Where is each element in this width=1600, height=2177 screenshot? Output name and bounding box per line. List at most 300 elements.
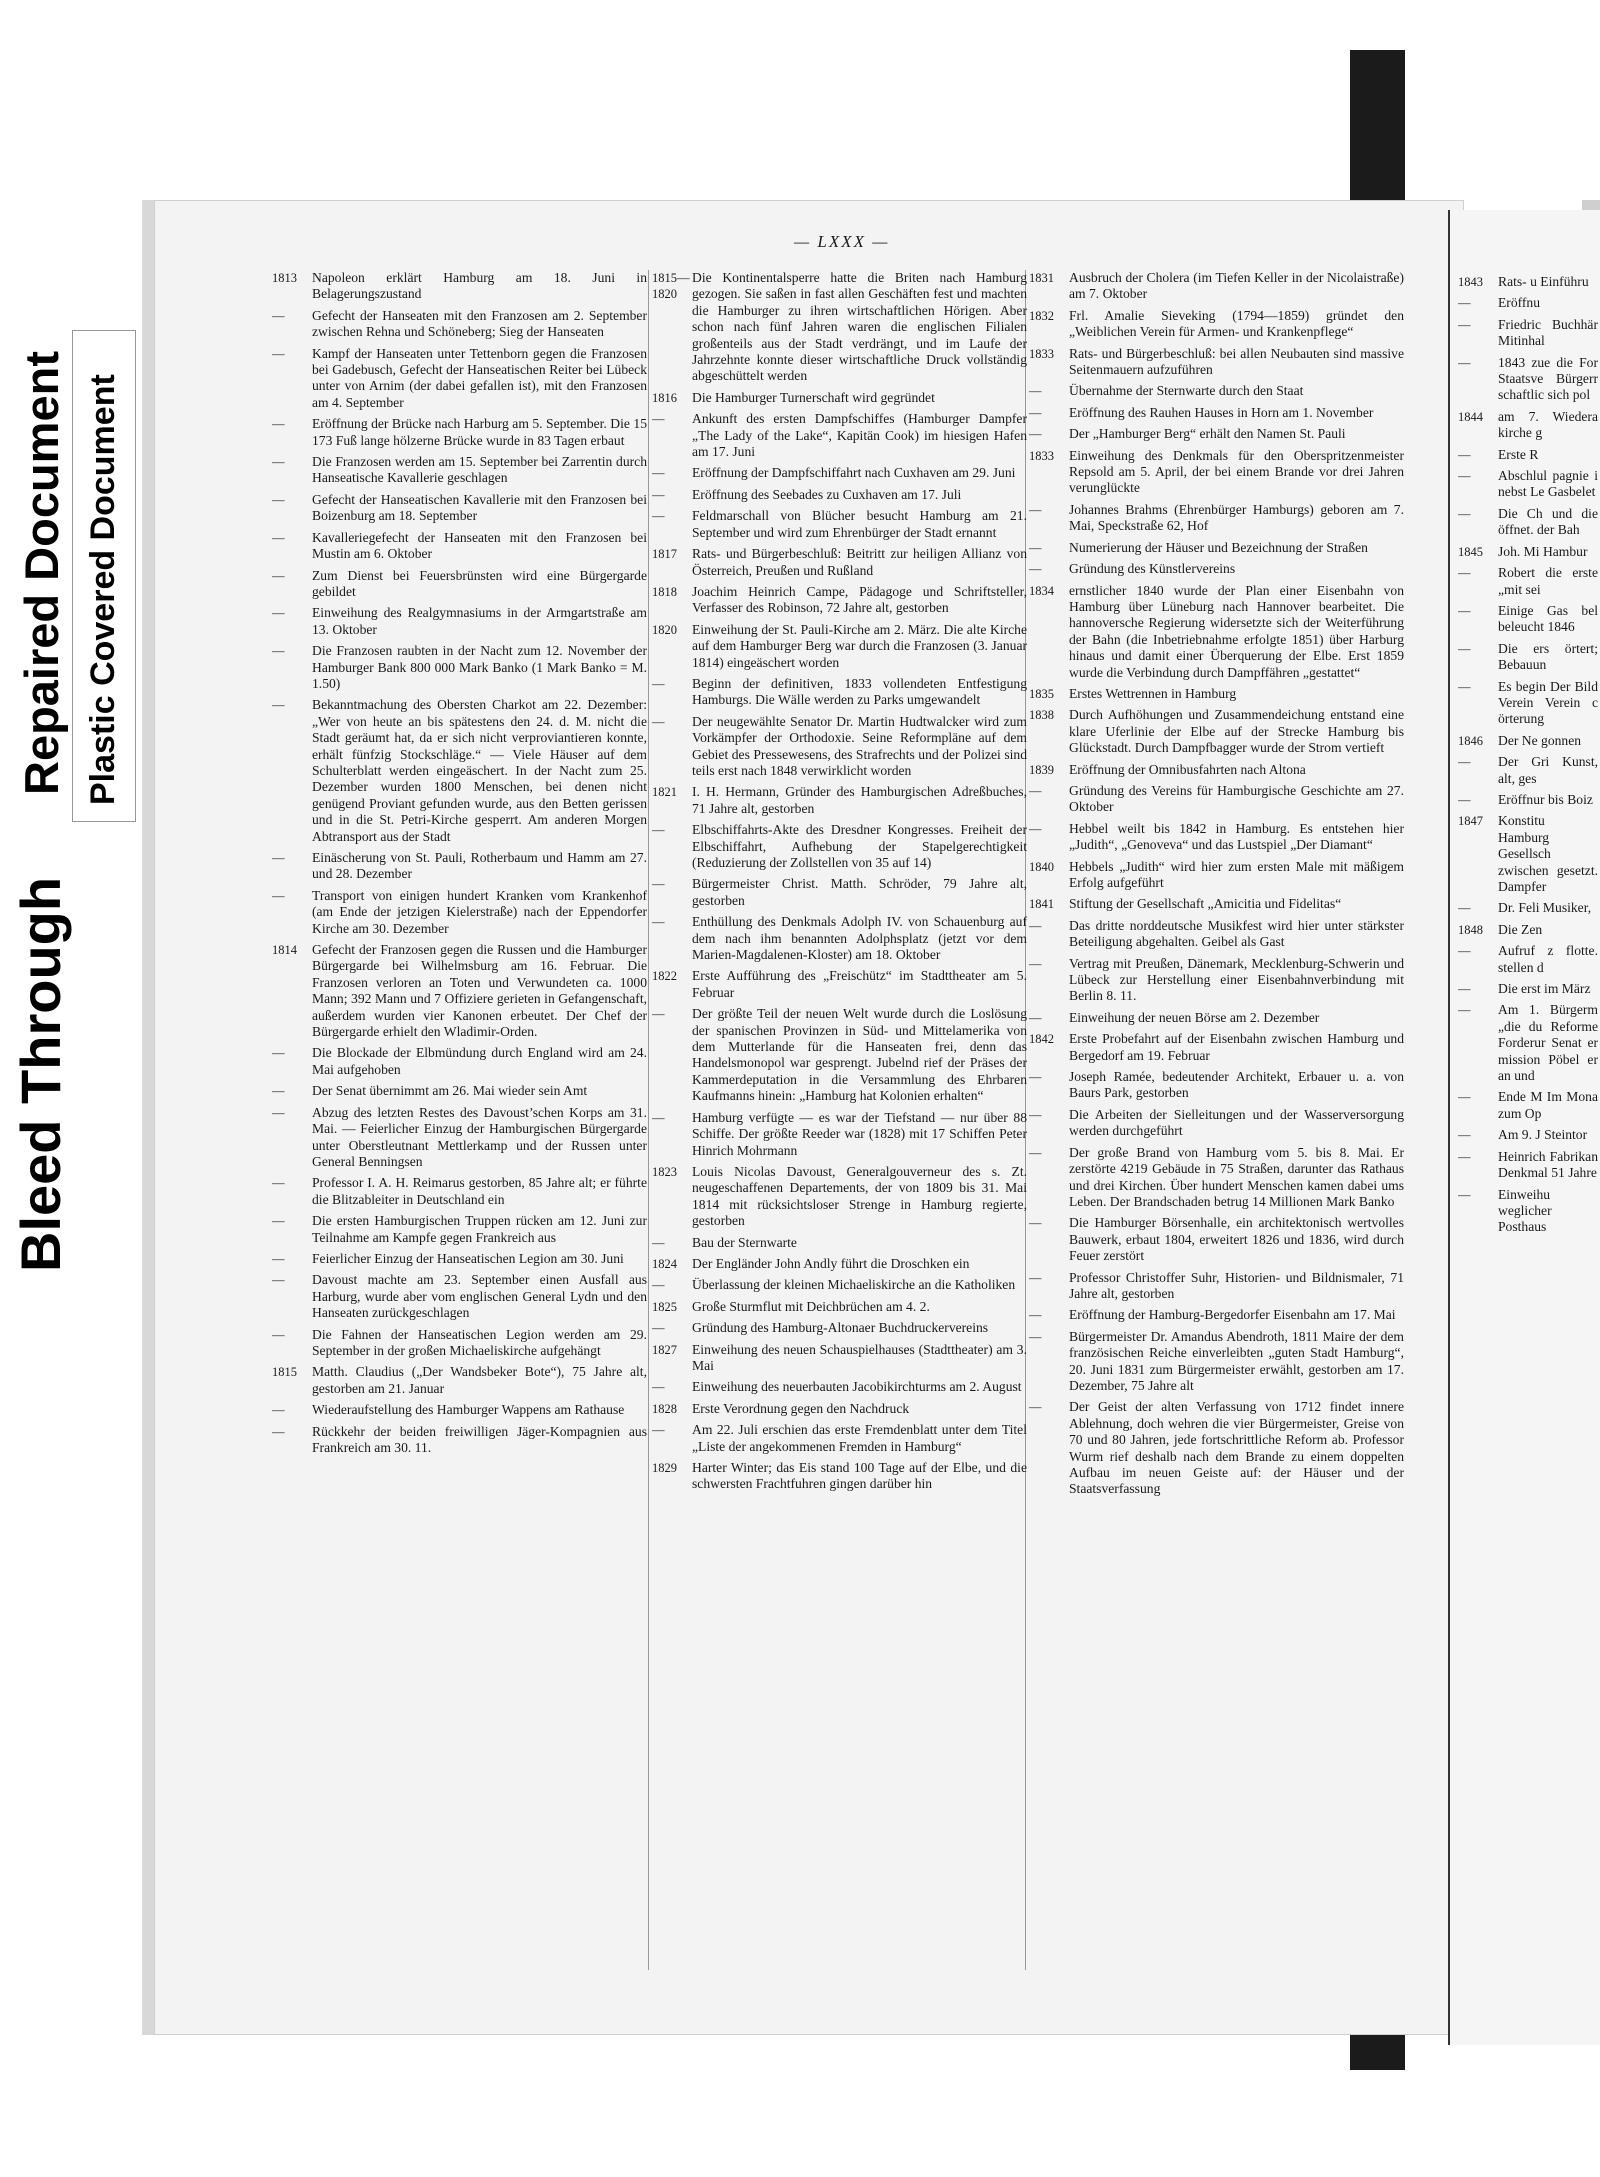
chronicle-entry xyxy=(652,676,1027,709)
entry-text: Gefecht der Franzosen gegen die Russen und die Hamburger Bürgergarde bei Wilhelmsburg am 16. Februar. Die Franzosen verloren an Toten und Verwundeten ca. 1000 Mann; 392 Mann und 7 Offiziere gerieten in Gefangenschaft, außerdem wurden vier Kanonen erbeutet. Der Chef der Bürgergarde erhielt den Wladimir-Orden. xyxy=(312,942,647,1040)
entry-year: — xyxy=(1458,506,1471,521)
chronicle-entry xyxy=(1029,707,1404,756)
entry-year: 1824 xyxy=(652,1256,677,1271)
entry-text: Der Ne gonnen xyxy=(1498,732,1582,748)
entry-year: — xyxy=(652,1007,665,1022)
entry-text: Bürgermeister Dr. Amandus Abendroth, 1811 Maire der dem französischen Reiche einverleibten „guten Stadt Hamburg“, 20. Juni 1831 zum Bürgermeister erwählt, gestorben am 17. Dezember, 75 Jahre alt xyxy=(1069,1328,1404,1393)
entry-text: 1843 zue die For Staatsve Bürgerr schaftlic sich pol xyxy=(1498,354,1598,403)
chronicle-entry xyxy=(652,390,1027,406)
chronicle-entry xyxy=(1458,641,1598,674)
chronicle-entry xyxy=(652,1006,1027,1104)
chronicle-entry xyxy=(652,1460,1027,1493)
entry-text: Gründung des Künstlervereins xyxy=(1069,561,1236,577)
entry-text: Gefecht der Hanseaten mit den Franzosen am 2. September zwischen Rehna und Schöneberg; Sieg der Hanseaten xyxy=(312,307,647,340)
chronicle-entry xyxy=(272,1402,647,1418)
chronicle-entry xyxy=(272,454,647,487)
chronicle-entry xyxy=(1458,679,1598,728)
entry-text: Die ersten Hamburgischen Truppen rücken am 12. Juni zur Teilnahme am Kampfe gegen Frankreich aus xyxy=(312,1213,647,1245)
chronicle-entry xyxy=(272,1083,647,1099)
chronicle-entry xyxy=(652,465,1027,481)
entry-year: — xyxy=(272,1251,285,1266)
entry-text: Aufruf z flotte. stellen d xyxy=(1498,943,1598,975)
entry-year: — xyxy=(1029,562,1042,577)
next-page-edge xyxy=(1448,210,1600,2045)
entry-text: Rats- und Bürgerbeschluß: bei allen Neubauten sind massive Seitenmauern aufzuführen xyxy=(1069,345,1404,378)
entry-text: Frl. Amalie Sieveking (1794—1859) gründet den „Weiblichen Verein für Armen- und Krankenpflege“ xyxy=(1069,307,1404,340)
entry-year: — xyxy=(1458,1128,1471,1143)
entry-text: Ankunft des ersten Dampfschiffes (Hamburger Dampfer „The Lady of the Lake“, Kapitän Cook) im hiesigen Hafen am 17. Juni xyxy=(692,411,1027,460)
entry-year: 1814 xyxy=(272,943,297,958)
entry-text: Einäscherung von St. Pauli, Rotherbaum und Hamm am 27. und 28. Dezember xyxy=(312,850,647,882)
chronicle-entry xyxy=(652,487,1027,503)
chronicle-entry xyxy=(1458,792,1598,808)
entry-year: 1813 xyxy=(272,271,297,285)
chronicle-entry xyxy=(1458,1002,1598,1084)
entry-year: — xyxy=(272,698,285,713)
entry-year: — xyxy=(1458,447,1471,462)
chronicle-entry xyxy=(1458,565,1598,598)
entry-year: 1821 xyxy=(652,785,677,800)
entry-year: — xyxy=(1029,821,1042,836)
chronicle-entry xyxy=(1029,270,1404,303)
entry-year: — xyxy=(1458,901,1471,916)
entry-text: Der Geist der alten Verfassung von 1712 findet innere Ablehnung, doch wehren die vier Bürgermeister, Greise von 70 und 80 Jahren, jede fortschrittliche Reform ab. Professor Wurm rief deshalb nach dem Brande zu einem doppelten Aufbau im neuen Geiste auf: der Häuser und der Staatsverfassung xyxy=(1069,1399,1404,1497)
entry-text: Enthüllung des Denkmals Adolph IV. von Schauenburg auf dem nach ihm benannten Adolphsplatz (jetzt vor dem Marien-Magdalenen-Kloster) am 18. Oktober xyxy=(692,914,1027,963)
chronicle-entry xyxy=(272,1272,647,1321)
chronicle-entry xyxy=(652,1164,1027,1230)
entry-year: — xyxy=(1458,1187,1471,1202)
entry-year: — xyxy=(1029,1107,1042,1122)
entry-year: 1828 xyxy=(652,1401,677,1416)
chronicle-entry xyxy=(272,346,647,412)
chronicle-entry xyxy=(1458,1127,1598,1143)
entry-year: — xyxy=(652,412,665,427)
chronicle-entry xyxy=(1029,1270,1404,1303)
entry-year: — xyxy=(272,1424,285,1439)
entry-text: Stiftung der Gesellschaft „Amicitia und Fidelitas“ xyxy=(1069,896,1342,912)
chronicle-entry xyxy=(272,1045,647,1078)
chronicle-entry xyxy=(272,530,647,563)
entry-year: — xyxy=(1029,1070,1042,1085)
entry-text: Professor I. A. H. Reimarus gestorben, 85 Jahre alt; er führte die Blitzableiter in Deutschland ein xyxy=(312,1175,647,1207)
chronicle-entry xyxy=(1029,540,1404,556)
entry-text: Friedric Buchhär Mitinhal xyxy=(1498,316,1598,349)
entry-text: Rats- und Bürgerbeschluß: Beitritt zur heiligen Allianz von Österreich, Preußen und Rußland xyxy=(692,546,1027,578)
entry-text: Einweihung des Realgymnasiums in der Armgartstraße am 13. Oktober xyxy=(312,605,647,637)
entry-text: Die Hamburger Turnerschaft wird gegründet xyxy=(692,389,935,405)
entry-text: Feldmarschall von Blücher besucht Hamburg am 21. September und wird zum Ehrenbürger der Stadt ernannt xyxy=(692,508,1027,540)
chronicle-entry xyxy=(652,270,1027,385)
chronicle-entry xyxy=(272,308,647,341)
entry-text: Der größte Teil der neuen Welt wurde durch die Loslösung der spanischen Provinzen in Süd- und Mittelamerika von dem Mutterlande für die Hanseaten frei, denn das Handelsmonopol war gesprengt. Jubelnd rief der Präses der Kammerdeputation in die Versammlung des Ehrbaren Kaufmanns hinein: „Hamburg hat Kolonien erhalten“ xyxy=(692,1006,1027,1104)
entry-year: — xyxy=(652,1380,665,1395)
entry-year: 1847 xyxy=(1458,814,1483,829)
entry-text: Joh. Mi Hambur xyxy=(1498,543,1588,559)
entry-text: Bürgermeister Christ. Matth. Schröder, 79 Jahre alt, gestorben xyxy=(692,876,1027,908)
chronicle-entry xyxy=(1458,603,1598,636)
entry-text: Bekanntmachung des Obersten Charkot am 22. Dezember: „Wer von heute an bis spätestens den 24. d. M. nicht die Stadt geräumt hat, da er sich nicht verproviantieren konnte, erhält fünfzig Stockschläge.“ — Viele Häuser auf dem Schulterblatt werden eingeäschert. In der Nacht zum 25. Dezember wurden 1800 Menschen, bei denen nicht genügend Proviant gefunden wurde, aus den Betten gerissen und in die St. Petri-Kirche gesperrt. Am anderen Morgen Abtransport aus der Stadt xyxy=(312,697,647,844)
chronicle-entry xyxy=(1029,448,1404,497)
chronicle-entry xyxy=(1458,813,1598,895)
entry-text: Wiederaufstellung des Hamburger Wappens am Rathause xyxy=(312,1402,625,1418)
chronicle-entry xyxy=(272,850,647,883)
entry-year: 1827 xyxy=(652,1342,677,1357)
chronicle-entry xyxy=(272,697,647,845)
entry-text: Abschlul pagnie i nebst Le Gasbelet xyxy=(1498,468,1598,500)
chronicle-entry xyxy=(1029,1031,1404,1064)
entry-year: — xyxy=(1029,956,1042,971)
page-number: — LXXX — xyxy=(794,232,890,251)
entry-year: — xyxy=(272,851,285,865)
entry-year: 1829 xyxy=(652,1461,677,1475)
column-rule xyxy=(648,270,649,1970)
entry-year: — xyxy=(272,644,285,659)
chronicle-entry xyxy=(1029,405,1404,421)
entry-year: — xyxy=(272,1273,285,1288)
entry-text: Das dritte norddeutsche Musikfest wird hier unter stärkster Beteiligung abgehalten. Geibel als Gast xyxy=(1069,917,1404,950)
entry-text: Gefecht der Hanseatischen Kavallerie mit den Franzosen bei Boizenburg am 18. September xyxy=(312,491,647,524)
chronicle-entry xyxy=(1029,1010,1404,1026)
entry-year: — xyxy=(652,915,665,930)
entry-text: Joachim Heinrich Campe, Pädagoge und Schriftsteller, Verfasser des Robinson, 72 Jahre alt, gestorben xyxy=(692,583,1027,616)
chronicle-entry xyxy=(1029,1107,1404,1140)
chronicle-entry xyxy=(1458,900,1598,916)
entry-year: 1825 xyxy=(652,1299,677,1314)
entry-text: Matth. Claudius („Der Wandsbeker Bote“), 75 Jahre alt, gestorben am 21. Januar xyxy=(312,1364,647,1396)
entry-year: — xyxy=(272,346,285,361)
entry-text: Erste Verordnung gegen den Nachdruck xyxy=(692,1400,910,1416)
entry-year: 1823 xyxy=(652,1164,677,1179)
entry-year: 1820 xyxy=(652,622,677,637)
entry-year: 1831 xyxy=(1029,271,1054,285)
entry-text: Durch Aufhöhungen und Zusammendeichung entstand eine klare Uferlinie der Elbe auf der Strecke Hamburg bis Glückstadt. Durch Dampfbagger wurde der Strom vertieft xyxy=(1069,707,1404,756)
chronicle-entry xyxy=(1029,426,1404,442)
entry-text: Einweihung des neuen Schauspielhauses (Stadttheater) am 3. Mai xyxy=(692,1341,1027,1373)
entry-year: — xyxy=(1458,1090,1471,1105)
entry-year: 1818 xyxy=(652,584,677,599)
entry-text: Der „Hamburger Berg“ erhält den Namen St. Pauli xyxy=(1069,426,1346,442)
chronicle-entry xyxy=(652,411,1027,460)
chronicle-entry xyxy=(652,784,1027,817)
entry-year: — xyxy=(272,417,285,432)
entry-text: Beginn der definitiven, 1833 vollendeten Entfestigung Hamburgs. Die Wälle werden zu Parks umgewandelt xyxy=(692,675,1027,708)
entry-text: Abzug des letzten Restes des Davoust’schen Korps am 31. Mai. — Feierlicher Einzug der Hamburgischen Bürgergarde unter Oberstleutnant Mettlerkamp und der Russen unter General Benningsen xyxy=(312,1104,647,1169)
entry-text: Konstitu Hamburg Gesellsch zwischen gesetzt. Dampfer xyxy=(1498,813,1598,894)
entry-year: — xyxy=(1458,1149,1471,1164)
entry-text: Die erst im März xyxy=(1498,981,1591,997)
chronicle-entry xyxy=(272,492,647,525)
chronicle-entry xyxy=(1458,447,1598,463)
entry-text: Einweihung der St. Pauli-Kirche am 2. März. Die alte Kirche auf dem Hamburger Berg war durch die Franzosen (3. Januar 1814) eingeäschert worden xyxy=(692,621,1027,670)
entry-year: — xyxy=(652,487,665,502)
entry-year: 1848 xyxy=(1458,922,1483,937)
entry-year: — xyxy=(1458,317,1471,332)
entry-year: — xyxy=(1458,792,1471,807)
chronicle-entry xyxy=(652,1110,1027,1159)
chronicle-entry xyxy=(1029,1307,1404,1323)
entry-year: — xyxy=(272,888,285,903)
entry-text: Eröffnung des Seebades zu Cuxhaven am 17. Juli xyxy=(692,486,962,502)
entry-text: Davoust machte am 23. September einen Ausfall aus Harburg, wurde aber vom englischen General Lydn und den Hanseaten zurückgeschlagen xyxy=(312,1272,647,1321)
chronicle-entry xyxy=(1029,859,1404,892)
entry-text: Die Fahnen der Hanseatischen Legion werden am 29. September in der großen Michaeliskirche aufgehängt xyxy=(312,1326,647,1358)
chronicle-entry xyxy=(272,1175,647,1208)
entry-year: 1844 xyxy=(1458,409,1483,424)
chronicle-entry xyxy=(652,822,1027,871)
entry-text: Der große Brand von Hamburg vom 5. bis 8. Mai. Er zerstörte 4219 Gebäude in 75 Straßen, darunter das Rathaus und drei Kirchen. Über hundert Menschen kamen dabei ums Leben. Der Brandschaden betrug 14 Millionen Mark Banko xyxy=(1069,1144,1404,1209)
entry-text: Ausbruch der Cholera (im Tiefen Keller in der Nicolaistraße) am 7. Oktober xyxy=(1069,270,1404,302)
entry-text: Elbschiffahrts-Akte des Dresdner Kongresses. Freiheit der Elbschiffahrt, Aufhebung der Stapelgerechtigkeit (Reduzierung der Zollstellen von 35 auf 14) xyxy=(692,822,1027,870)
entry-text: Einweihung des Denkmals für den Oberspritzenmeister Repsold am 5. April, der bei einem Brande vor drei Jahren verunglückte xyxy=(1069,447,1404,496)
chronicle-entry xyxy=(1029,918,1404,951)
side-labels xyxy=(0,0,140,2177)
entry-year: — xyxy=(1458,603,1471,618)
chronicle-entry xyxy=(272,1251,647,1267)
chronicle-entry xyxy=(1029,1329,1404,1395)
chronicle-entry xyxy=(1029,583,1404,681)
entry-text: Es begin Der Bild Verein Verein c örterung xyxy=(1498,678,1598,727)
entry-year: — xyxy=(1458,566,1471,581)
chronicle-entry xyxy=(272,605,647,638)
entry-text: Hebbels „Judith“ wird hier zum ersten Male mit mäßigem Erfolg aufgeführt xyxy=(1069,858,1404,890)
entry-text: Einweihung der neuen Börse am 2. Dezember xyxy=(1069,1009,1320,1025)
chronicle-entry xyxy=(1458,274,1598,290)
entry-year: — xyxy=(272,1176,285,1191)
chronicle-entry xyxy=(652,546,1027,579)
column-2 xyxy=(652,270,1027,1498)
entry-year: — xyxy=(1029,1329,1042,1344)
entry-year: 1833 xyxy=(1029,448,1054,463)
entry-text: Einweihung des neuerbauten Jacobikirchturms am 2. August xyxy=(692,1379,1022,1395)
entry-text: Eröffnung des Rauhen Hauses in Horn am 1. November xyxy=(1069,404,1374,420)
entry-text: Die Zen xyxy=(1498,921,1543,937)
entry-year: — xyxy=(652,1110,665,1125)
column-1 xyxy=(272,270,647,1461)
entry-text: Vertrag mit Preußen, Dänemark, Mecklenburg-Schwerin und Lübeck zur Herstellung einer Eisenbahnverbindung mit Berlin 8. 11. xyxy=(1069,955,1404,1004)
entry-year: 1841 xyxy=(1029,897,1054,912)
entry-year: — xyxy=(272,492,285,507)
chronicle-entry xyxy=(652,914,1027,963)
entry-year: 1834 xyxy=(1029,583,1054,598)
chronicle-entry xyxy=(652,1256,1027,1272)
chronicle-entry xyxy=(272,1424,647,1457)
entry-year: — xyxy=(1029,405,1042,420)
entry-text: Der Gri Kunst, alt, ges xyxy=(1498,754,1598,786)
entry-year: — xyxy=(1029,384,1042,399)
entry-text: Große Sturmflut mit Deichbrüchen am 4. 2. xyxy=(692,1298,930,1314)
entry-year: — xyxy=(272,530,285,545)
entry-year: — xyxy=(652,1423,665,1438)
chronicle-entry xyxy=(652,968,1027,1001)
entry-text: Am 9. J Steintor xyxy=(1498,1127,1588,1143)
chronicle-entry xyxy=(1458,317,1598,350)
chronicle-entry xyxy=(272,1327,647,1360)
entry-year: — xyxy=(272,568,285,583)
entry-text: Napoleon erklärt Hamburg am 18. Juni in Belagerungszustand xyxy=(312,270,647,302)
chronicle-entry xyxy=(1029,1399,1404,1497)
entry-year: — xyxy=(1029,1308,1042,1323)
chronicle-entry xyxy=(652,508,1027,541)
chronicle-entry xyxy=(272,416,647,449)
chronicle-entry xyxy=(1458,1149,1598,1182)
entry-year: 1839 xyxy=(1029,762,1054,777)
entry-text: Erste R xyxy=(1498,446,1539,462)
entry-year: — xyxy=(1029,502,1042,517)
chronicle-entry xyxy=(1458,943,1598,976)
document-page xyxy=(142,200,1464,2035)
entry-year: — xyxy=(652,466,665,481)
entry-year: 1840 xyxy=(1029,859,1054,874)
column-3 xyxy=(1029,270,1404,1503)
entry-year: — xyxy=(272,1403,285,1418)
entry-text: Bau der Sternwarte xyxy=(692,1234,797,1250)
entry-year: — xyxy=(1029,427,1042,442)
entry-text: Die Kontinentalsperre hatte die Briten nach Hamburg gezogen. Sie saßen in fast allen Geschäften fest und machten die Hamburger zu ihren wirtschaftlichen Hörigen. Aber schon nach fünf Jahren waren die englischen Filialen großenteils aus der Stadt verdrängt, und im Laufe der Jahrzehnte konnte dieser wirtschaftliche Druck vollständig abgeschüttelt werden xyxy=(692,270,1027,384)
chronicle-entry xyxy=(1029,502,1404,535)
entry-year: — xyxy=(272,1084,285,1099)
entry-text: Der Senat übernimmt am 26. Mai wieder sein Amt xyxy=(312,1083,588,1099)
chronicle-entry xyxy=(272,1105,647,1171)
entry-text: Hamburg verfügte — es war der Tiefstand — nur über 88 Schiffe. Der größte Reeder war (1828) mit 17 Schiffen Peter Hinrich Mohrmann xyxy=(692,1109,1027,1158)
chronicle-entry xyxy=(1029,346,1404,379)
entry-text: Kampf der Hanseaten unter Tettenborn gegen die Franzosen bei Gadebusch, Gefecht der Hanseatischen Reiter bei Lübeck unter von Arnim (der dabei gefallen ist), mit den Franzosen am 4. September xyxy=(312,345,647,410)
chronicle-entry xyxy=(1029,783,1404,816)
entry-year: — xyxy=(652,877,665,892)
chronicle-entry xyxy=(1029,1215,1404,1264)
entry-year: — xyxy=(272,455,285,470)
chronicle-entry xyxy=(652,1401,1027,1417)
entry-year: — xyxy=(1458,296,1471,311)
entry-text: Übernahme der Sternwarte durch den Staat xyxy=(1069,383,1304,399)
column-4 xyxy=(1458,274,1598,1241)
chronicle-entry xyxy=(652,1235,1027,1251)
entry-text: Numerierung der Häuser und Bezeichnung der Straßen xyxy=(1069,539,1368,555)
entry-text: Der neugewählte Senator Dr. Martin Hudtwalcker wird zum Vorkämpfer der Orthodoxie. Seine Reformpläne auf dem Gebiet des Pressewesens, des Strafrechts und der Polizei sind teils erst nach 1848 verwirklicht worden xyxy=(692,713,1027,778)
entry-text: Zum Dienst bei Feuersbrünsten wird eine Bürgergarde gebildet xyxy=(312,567,647,599)
entry-year: — xyxy=(272,1327,285,1342)
entry-year: — xyxy=(652,1321,665,1336)
entry-year: 1843 xyxy=(1458,275,1483,289)
entry-text: Die Hamburger Börsenhalle, ein architektonisch wertvolles Bauwerk, erbaut 1804, erweitert 1826 und 1836, wird durch Feuer zerstört xyxy=(1069,1215,1404,1264)
entry-text: Die Arbeiten der Sielleitungen und der Wasserversorgung werden durchgeführt xyxy=(1069,1106,1404,1139)
entry-text: Am 22. Juli erschien das erste Fremdenblatt unter dem Titel „Liste der angekommenen Fremden in Hamburg“ xyxy=(692,1422,1027,1454)
entry-text: Eröffnu xyxy=(1498,295,1541,311)
entry-year: 1817 xyxy=(652,547,677,562)
entry-text: Rückkehr der beiden freiwilligen Jäger-Kompagnien aus Frankreich am 30. 11. xyxy=(312,1423,647,1455)
plastic-covered-label: Plastic Covered Document xyxy=(84,374,122,805)
entry-year: — xyxy=(652,509,665,524)
chronicle-entry xyxy=(1458,409,1598,442)
entry-year: — xyxy=(1029,1400,1042,1415)
chronicle-entry xyxy=(652,1422,1027,1455)
entry-year: 1838 xyxy=(1029,708,1054,723)
entry-year: — xyxy=(272,1214,285,1229)
entry-text: Transport von einigen hundert Kranken vom Krankenhof (am Ende der jetzigen Kielerstraße) nach der Eppendorfer Kirche am 30. Dezember xyxy=(312,887,647,936)
entry-text: Gründung des Hamburg-Altonaer Buchdruckervereins xyxy=(692,1320,989,1336)
entry-text: I. H. Hermann, Gründer des Hamburgischen Adreßbuches, 71 Jahre alt, gestorben xyxy=(692,784,1027,816)
chronicle-entry xyxy=(1029,383,1404,399)
entry-year: — xyxy=(1029,1010,1042,1025)
entry-year: 1816 xyxy=(652,390,677,405)
chronicle-entry xyxy=(652,622,1027,671)
chronicle-entry xyxy=(652,714,1027,780)
chronicle-entry xyxy=(1458,468,1598,501)
chronicle-entry xyxy=(1029,956,1404,1005)
entry-text: Erstes Wettrennen in Hamburg xyxy=(1069,685,1237,701)
chronicle-entry xyxy=(1458,922,1598,938)
entry-year: 1835 xyxy=(1029,686,1054,701)
entry-year: — xyxy=(1458,982,1471,997)
chronicle-entry xyxy=(1458,1089,1598,1122)
entry-text: Die Ch und die öffnet. der Bah xyxy=(1498,505,1598,538)
entry-text: Eröffnung der Omnibusfahrten nach Altona xyxy=(1069,761,1306,777)
entry-text: Feierlicher Einzug der Hanseatischen Legion am 30. Juni xyxy=(312,1250,624,1266)
entry-text: Ende M Im Mona zum Op xyxy=(1498,1089,1598,1121)
entry-year: — xyxy=(652,676,665,691)
entry-year: 1833 xyxy=(1029,346,1054,361)
entry-text: Heinrich Fabrikan Denkmal 51 Jahre xyxy=(1498,1148,1598,1181)
entry-text: ernstlicher 1840 wurde der Plan einer Eisenbahn von Hamburg über Lüneburg nach Hannover bearbeitet. Die hannoversche Regierung widersetzte sich der Weiterführung der Bahn (die Inbetriebnahme erfolgte 1851) über Harburg hinaus und damit einer Überquerung der Elbe. Erst 1859 wurde die Verbindung durch Dampffähren „gestattet“ xyxy=(1069,582,1404,680)
entry-year: — xyxy=(652,1278,665,1293)
entry-year: — xyxy=(1029,783,1042,798)
entry-year: 1815 xyxy=(272,1365,297,1380)
entry-text: Erste Probefahrt auf der Eisenbahn zwischen Hamburg und Bergedorf am 19. Februar xyxy=(1069,1031,1404,1063)
entry-text: Professor Christoffer Suhr, Historien- und Bildnismaler, 71 Jahre alt, gestorben xyxy=(1069,1269,1404,1301)
entry-text: Robert die erste „mit sei xyxy=(1498,565,1598,597)
entry-year: — xyxy=(1458,469,1471,484)
entry-year: 1845 xyxy=(1458,544,1483,559)
entry-year: — xyxy=(1458,1003,1471,1018)
entry-text: Rats- u Einführu xyxy=(1498,274,1589,289)
chronicle-entry xyxy=(1029,308,1404,341)
chronicle-entry xyxy=(272,1364,647,1397)
entry-text: Eröffnung der Hamburg-Bergedorfer Eisenbahn am 17. Mai xyxy=(1069,1307,1396,1323)
chronicle-entry xyxy=(1029,762,1404,778)
entry-year: — xyxy=(1458,755,1471,770)
entry-year: — xyxy=(272,1046,285,1061)
chronicle-entry xyxy=(272,568,647,601)
entry-text: Die ers örtert; Bebauun xyxy=(1498,640,1598,673)
entry-text: Johannes Brahms (Ehrenbürger Hamburgs) geboren am 7. Mai, Speckstraße 62, Hof xyxy=(1069,501,1404,534)
chronicle-entry xyxy=(652,1379,1027,1395)
entry-year: — xyxy=(1029,1270,1042,1285)
entry-text: Erste Aufführung des „Freischütz“ im Stadttheater am 5. Februar xyxy=(692,968,1027,1000)
chronicle-entry xyxy=(1458,981,1598,997)
entry-year: — xyxy=(272,308,285,323)
entry-text: am 7. Wiedera kirche g xyxy=(1498,408,1598,441)
entry-year: — xyxy=(652,1235,665,1250)
chronicle-entry xyxy=(1029,1145,1404,1211)
entry-text: Joseph Ramée, bedeutender Architekt, Erbauer u. a. von Baurs Park, gestorben xyxy=(1069,1069,1404,1101)
chronicle-entry xyxy=(1029,1069,1404,1102)
entry-text: Eröffnung der Dampfschiffahrt nach Cuxhaven am 29. Juni xyxy=(692,465,1016,481)
chronicle-entry xyxy=(652,1342,1027,1375)
entry-text: Die Franzosen werden am 15. September bei Zarrentin durch Hanseatische Kavallerie geschlagen xyxy=(312,454,647,486)
entry-year: — xyxy=(1458,679,1471,694)
chronicle-entry xyxy=(652,1320,1027,1336)
entry-text: Eröffnur bis Boiz xyxy=(1498,791,1593,807)
entry-text: Eröffnung der Brücke nach Harburg am 5. September. Die 15 173 Fuß lange hölzerne Brücke wurde in 83 Tagen erbaut xyxy=(312,416,647,448)
entry-text: Dr. Feli Musiker, xyxy=(1498,900,1592,916)
repaired-document-label: Repaired Document xyxy=(15,351,68,795)
chronicle-entry xyxy=(1029,686,1404,702)
entry-text: Harter Winter; das Eis stand 100 Tage auf der Elbe, und die schwersten Frachtfuhren gingen darüber hin xyxy=(692,1460,1027,1492)
entry-text: Kavalleriegefecht der Hanseaten mit den Franzosen bei Mustin am 6. Oktober xyxy=(312,529,647,562)
entry-text: Die Franzosen raubten in der Nacht zum 12. November der Hamburger Bank 800 000 Mark Banko (1 Mark Banko = M. 1.50) xyxy=(312,643,647,691)
entry-year: — xyxy=(1029,918,1042,933)
entry-year: 1832 xyxy=(1029,308,1054,323)
chronicle-entry xyxy=(652,584,1027,617)
